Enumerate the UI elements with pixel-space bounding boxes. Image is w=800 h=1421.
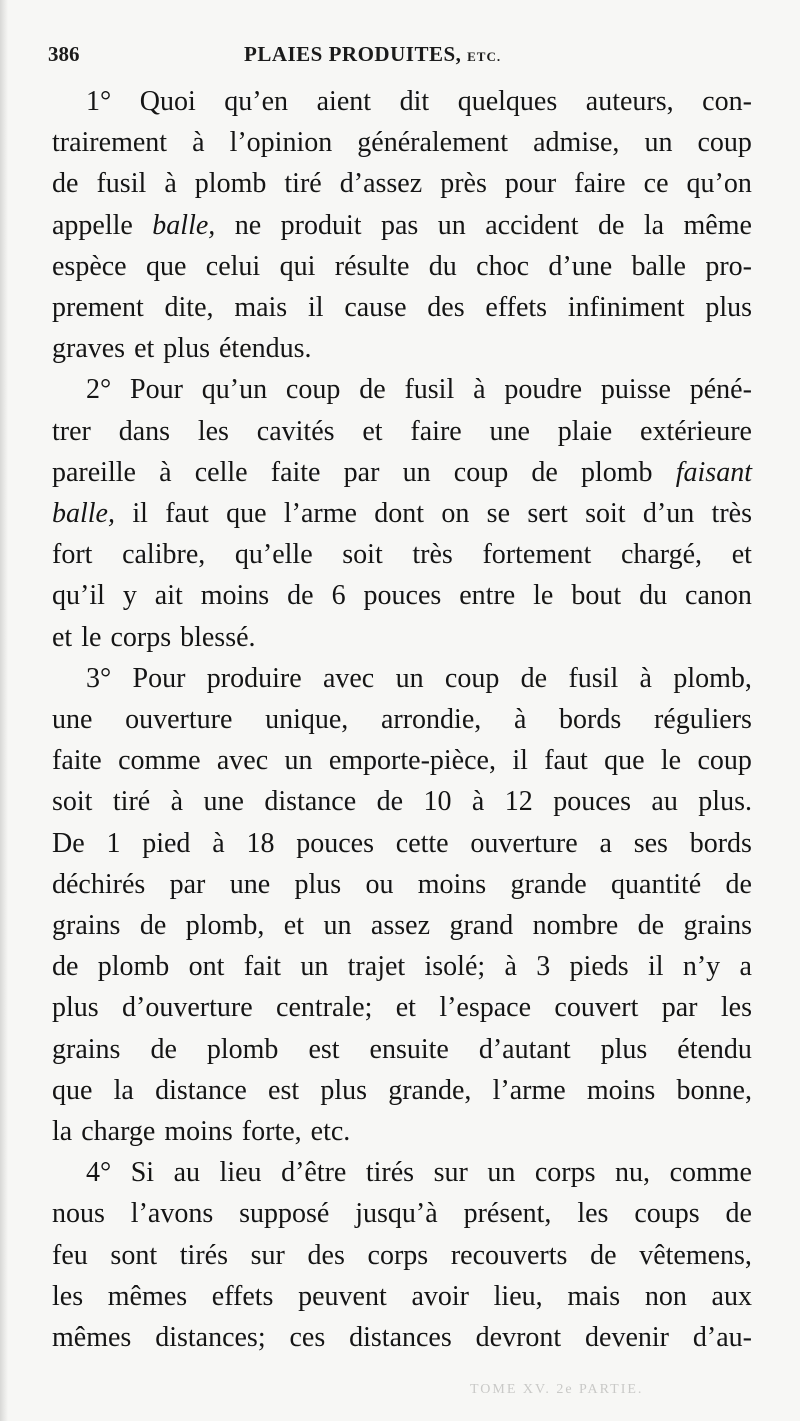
text-line: 3° Pour produire avec un coup de fusil à plomb, xyxy=(86,662,752,694)
text-line: 1° Quoi qu’en aient dit quelques auteurs, con- xyxy=(86,86,752,117)
text-line: nous l’avons supposé jusqu’à présent, les coups de xyxy=(52,1198,752,1230)
running-title: PLAIES PRODUITES, xyxy=(244,42,462,66)
text-line: prement dite, mais il cause des effets infiniment plus xyxy=(52,292,752,323)
text-line: une ouverture unique, arrondie, à bords réguliers xyxy=(52,704,752,735)
text-line: graves et plus étendus. xyxy=(52,333,312,365)
text-line: plus d’ouverture centrale; et l’espace couvert par les xyxy=(52,992,752,1024)
text-line: feu sont tirés sur des corps recouverts de vêtemens, xyxy=(52,1239,752,1271)
text-line: et le corps blessé. xyxy=(52,621,256,653)
running-head xyxy=(244,42,501,67)
text-line: grains de plomb, et un assez grand nombre de grains xyxy=(52,910,752,941)
text-line: 2° Pour qu’un coup de fusil à poudre puisse péné- xyxy=(86,374,752,406)
page-number: 386 xyxy=(48,42,80,66)
text-line: de fusil à plomb tiré d’assez près pour faire ce qu’on xyxy=(52,168,752,200)
text-line: pareille à celle faite par un coup de plomb faisant xyxy=(52,456,752,488)
text-line: trer dans les cavités et faire une plaie extérieure xyxy=(52,415,752,447)
text-line: faite comme avec un emporte-pièce, il faut que le coup xyxy=(52,745,752,777)
text-line: de plomb ont fait un trajet isolé; à 3 pieds il n’y a xyxy=(52,951,752,983)
text-line: déchirés par une plus ou moins grande quantité de xyxy=(52,868,752,900)
text-line: que la distance est plus grande, l’arme moins bonne, xyxy=(52,1074,752,1106)
text-line: De 1 pied à 18 pouces cette ouverture a ses bords xyxy=(52,827,752,859)
text-line: mêmes distances; ces distances devront devenir d’au- xyxy=(52,1322,752,1353)
text-line: les mêmes effets peuvent avoir lieu, mais non aux xyxy=(52,1280,752,1312)
running-title-small: ETC. xyxy=(467,49,502,64)
text-line: grains de plomb est ensuite d’autant plus étendu xyxy=(52,1033,752,1065)
text-line: balle, il faut que l’arme dont on se sert soit d’un très xyxy=(52,498,752,529)
text-line: soit tiré à une distance de 10 à 12 pouces au plus. xyxy=(52,786,752,818)
text-line: fort calibre, qu’elle soit très fortement chargé, et xyxy=(52,539,752,571)
text-line: qu’il y ait moins de 6 pouces entre le bout du canon xyxy=(52,580,752,612)
text-line: trairement à l’opinion généralement admise, un coup xyxy=(52,127,752,159)
page-header xyxy=(48,42,748,74)
text-line: 4° Si au lieu d’être tirés sur un corps nu, comme xyxy=(86,1157,752,1189)
text-line: espèce que celui qui résulte du choc d’une balle pro- xyxy=(52,250,752,282)
text-line: la charge moins forte, etc. xyxy=(52,1116,351,1147)
text-line: appelle balle, ne produit pas un accident de la même xyxy=(52,209,752,241)
signature-mark: TOME XV. 2e PARTIE. xyxy=(470,1382,644,1397)
